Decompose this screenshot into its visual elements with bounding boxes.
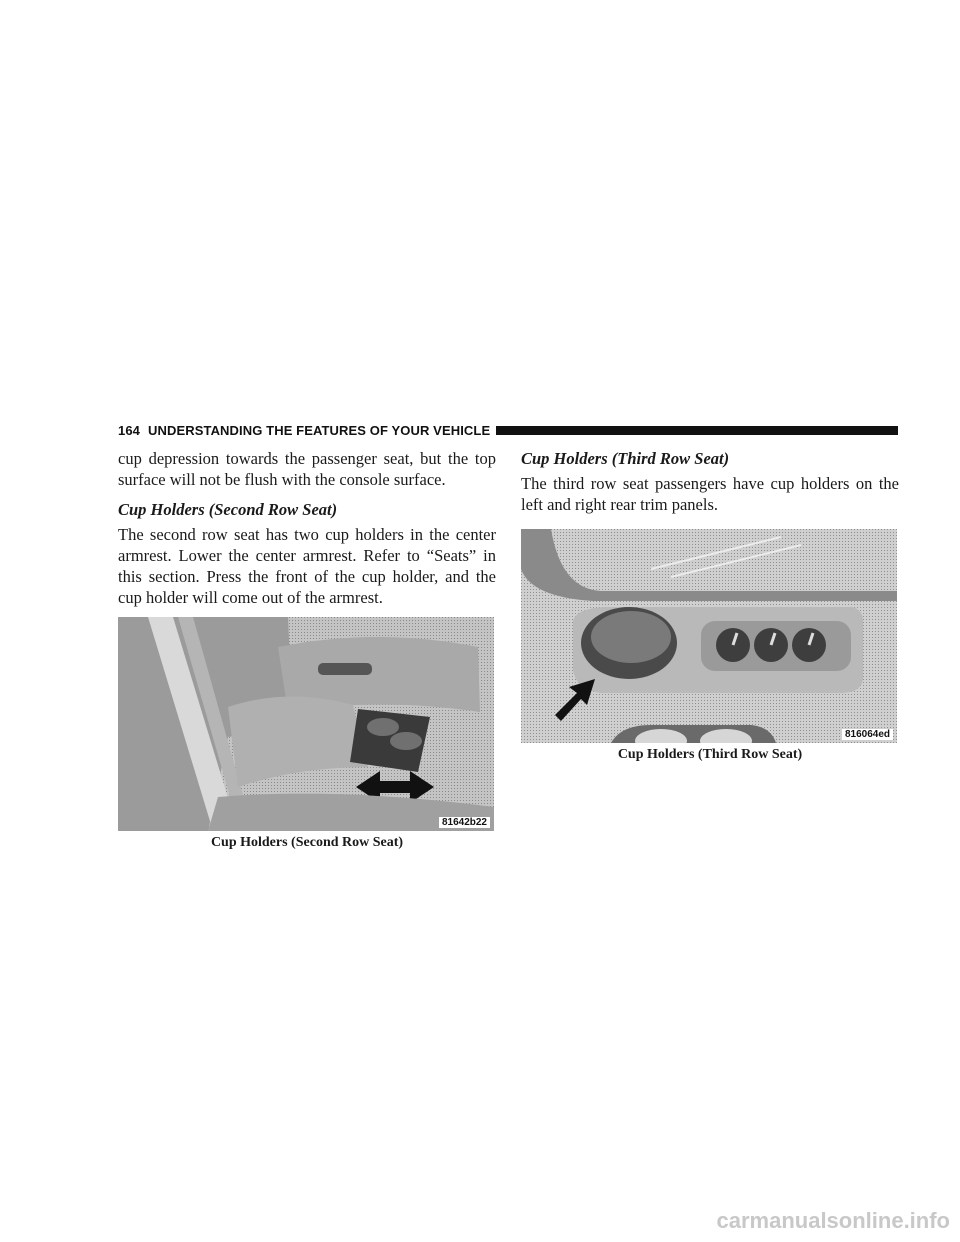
section-title: UNDERSTANDING THE FEATURES OF YOUR VEHICLE [148, 422, 491, 438]
second-row-paragraph: The second row seat has two cup holders in the center armrest. Lower the center armrest. Refer to “Seats” in this section. Press the front of the cup holder, and the cup holder will come out of the armrest. [118, 525, 496, 607]
third-row-heading: Cup Holders (Third Row Seat) [521, 449, 730, 468]
watermark: carmanualsonline.info [716, 1208, 950, 1233]
second-row-cup-holder-illustration [118, 617, 494, 831]
third-row-cup-holder-illustration [521, 529, 897, 743]
third-row-figure [521, 529, 897, 743]
second-row-heading: Cup Holders (Second Row Seat) [118, 500, 338, 519]
third-row-paragraph: The third row seat passengers have cup holders on the left and right rear trim panels. [521, 474, 899, 514]
figure-code: 81642b22 [439, 817, 490, 828]
second-row-figure [118, 617, 494, 831]
right-column [521, 448, 899, 763]
header-rule [496, 426, 898, 435]
third-row-caption: Cup Holders (Third Row Seat) [617, 747, 803, 762]
left-column [118, 448, 496, 851]
second-row-caption: Cup Holders (Second Row Seat) [210, 835, 404, 850]
figure-code: 816064ed [842, 729, 893, 740]
page-header [118, 419, 898, 441]
intro-paragraph: cup depression towards the passenger seat, but the top surface will not be flush with the console surface. [118, 449, 496, 489]
page-number: 164 [118, 422, 140, 438]
